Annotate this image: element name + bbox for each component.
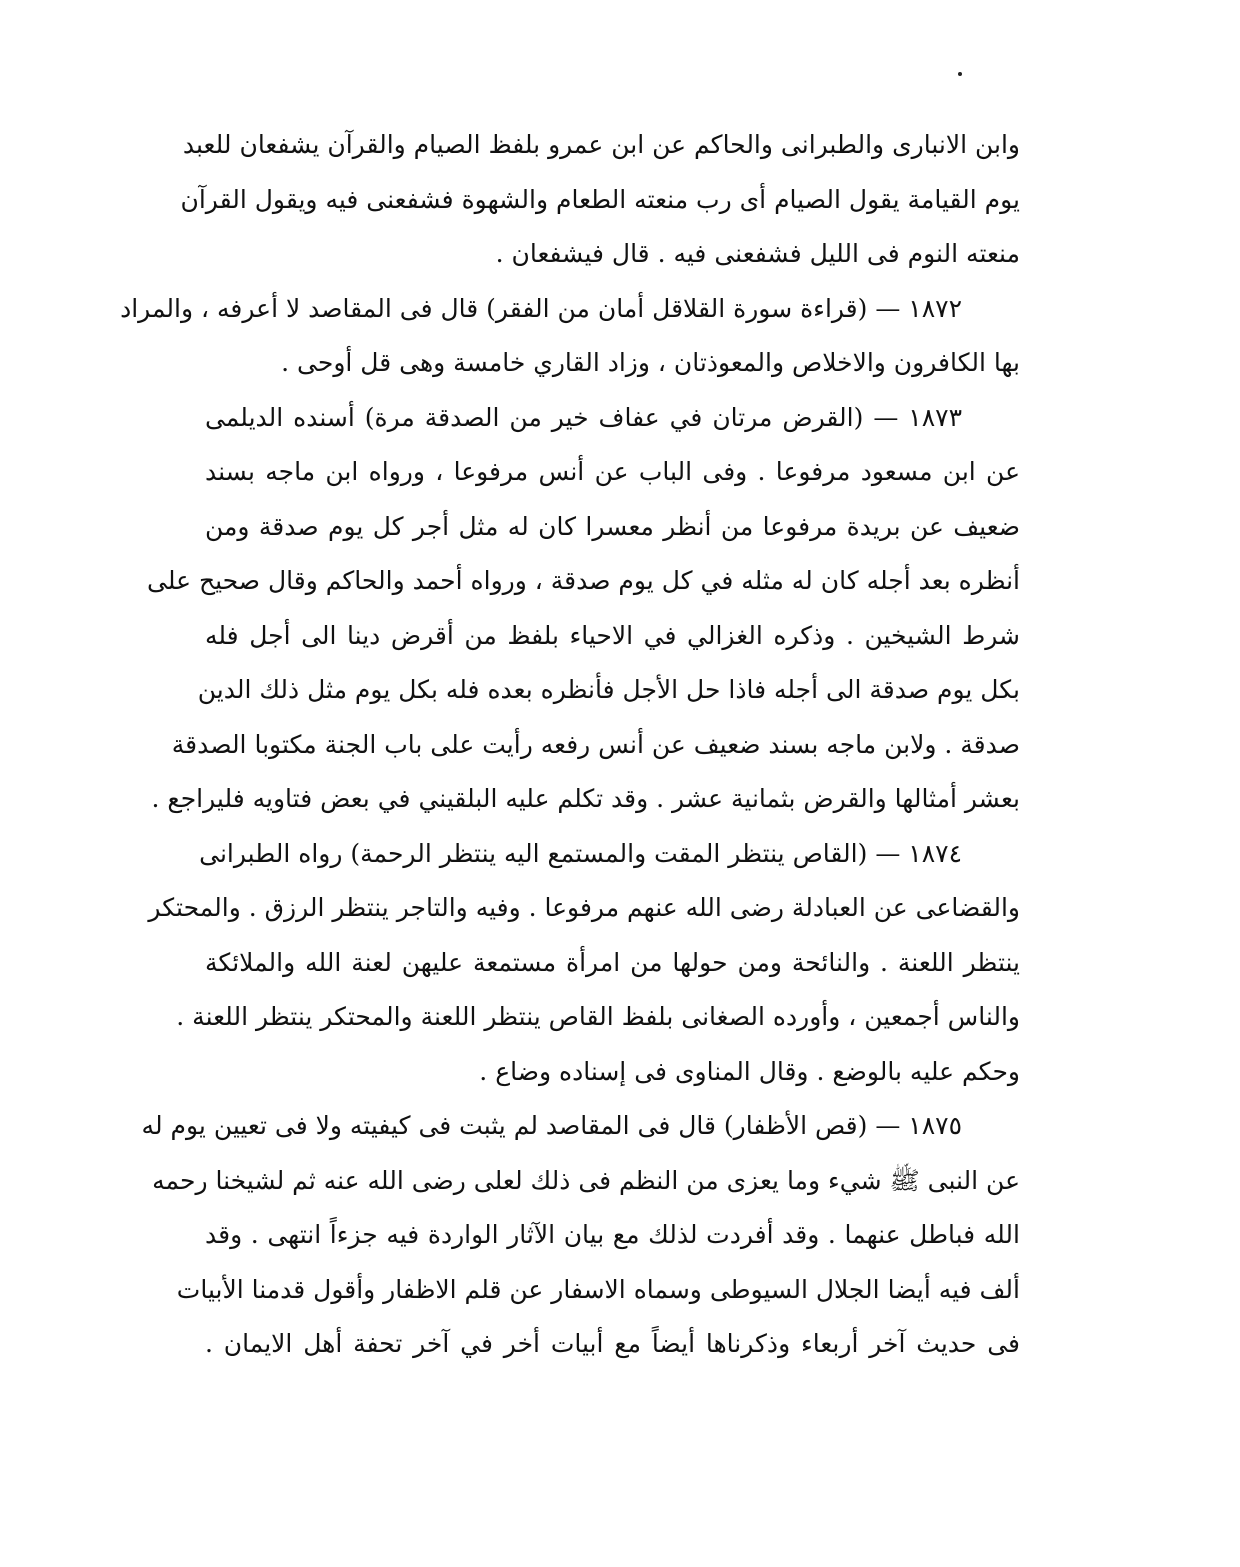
text-line: وابن الانبارى والطبرانى والحاكم عن ابن عمرو بلفظ الصيام والقرآن يشفعان للعبد: [182, 130, 1020, 159]
text-line: شرط الشيخين . وذكره الغزالي في الاحياء بلفظ من أقرض دينا الى أجل فله: [205, 620, 1020, 650]
text-line: ضعيف عن بريدة مرفوعا من أنظر معسرا كان له مثل أجر كل يوم صدقة ومن: [205, 511, 1020, 541]
text-line: والقضاعى عن العبادلة رضى الله عنهم مرفوعا . وفيه والتاجر ينتظر الرزق . والمحتكر: [148, 893, 1020, 922]
text-line: وحكم عليه بالوضع . وقال المناوى فى إسناده وضاع .: [479, 1056, 1020, 1086]
text-line: أنظره بعد أجله كان له مثله في كل يوم صدقة ، ورواه أحمد والحاكم وقال صحيح على: [147, 566, 1020, 595]
entry-1875-heading: ١٨٧٥ — (قص الأظفار) قال فى المقاصد لم يثبت فى كيفيته ولا فى تعيين يوم له: [141, 1111, 962, 1140]
text-line: والناس أجمعين ، وأورده الصغانى بلفظ القاص ينتظر اللعنة والمحتكر ينتظر اللعنة .: [176, 1002, 1020, 1031]
text-line: ينتظر اللعنة . والنائحة ومن حولها من امرأة مستمعة عليهن لعنة الله والملائكة: [205, 947, 1020, 977]
text-line: الله فباطل عنهما . وقد أفردت لذلك مع بيان الآثار الواردة فيه جزءاً انتهى . وقد: [205, 1220, 1020, 1249]
text-line: ألف فيه أيضا الجلال السيوطى وسماه الاسفار عن قلم الاظفار وأقول قدمنا الأبيات: [176, 1274, 1020, 1304]
entry-1872-heading: ١٨٧٢ — (قراءة سورة القلاقل أمان من الفقر) قال فى المقاصد لا أعرفه ، والمراد: [120, 293, 962, 323]
text-line: فى حديث آخر أربعاء وذكرناها أيضاً مع أبيات أخر في آخر تحفة أهل الايمان .: [205, 1329, 1020, 1358]
text-line: بها الكافرون والاخلاص والمعوذتان ، وزاد القاري خامسة وهى قل أوحى .: [281, 348, 1020, 377]
text-line: بكل يوم صدقة الى أجله فاذا حل الأجل فأنظره بعده فله بكل يوم مثل ذلك الدين: [197, 675, 1020, 704]
page-mark: [958, 72, 962, 76]
text-line: صدقة . ولابن ماجه بسند ضعيف عن أنس رفعه رأيت على باب الجنة مكتوبا الصدقة: [171, 729, 1020, 759]
body-text: [120, 118, 1020, 1372]
text-line: بعشر أمثالها والقرض بثمانية عشر . وقد تكلم عليه البلقيني في بعض فتاويه فليراجع .: [151, 784, 1020, 813]
text-line: عن ابن مسعود مرفوعا . وفى الباب عن أنس مرفوعا ، ورواه ابن ماجه بسند: [205, 457, 1020, 486]
text-line: منعته النوم فى الليل فشفعنى فيه . قال فيشفعان .: [495, 239, 1020, 268]
entry-1874-heading: ١٨٧٤ — (القاص ينتظر المقت والمستمع اليه ينتظر الرحمة) رواه الطبرانى: [199, 838, 962, 868]
text-line: عن النبى ﷺ شيء وما يعزى من النظم فى ذلك لعلى رضى الله عنه ثم لشيخنا رحمه: [152, 1165, 1020, 1195]
text-line: يوم القيامة يقول الصيام أى رب منعته الطعام والشهوة فشفعنى فيه ويقول القرآن: [180, 184, 1020, 214]
entry-1873-heading: ١٨٧٣ — (القرض مرتان في عفاف خير من الصدقة مرة) أسنده الديلمى: [205, 402, 962, 432]
